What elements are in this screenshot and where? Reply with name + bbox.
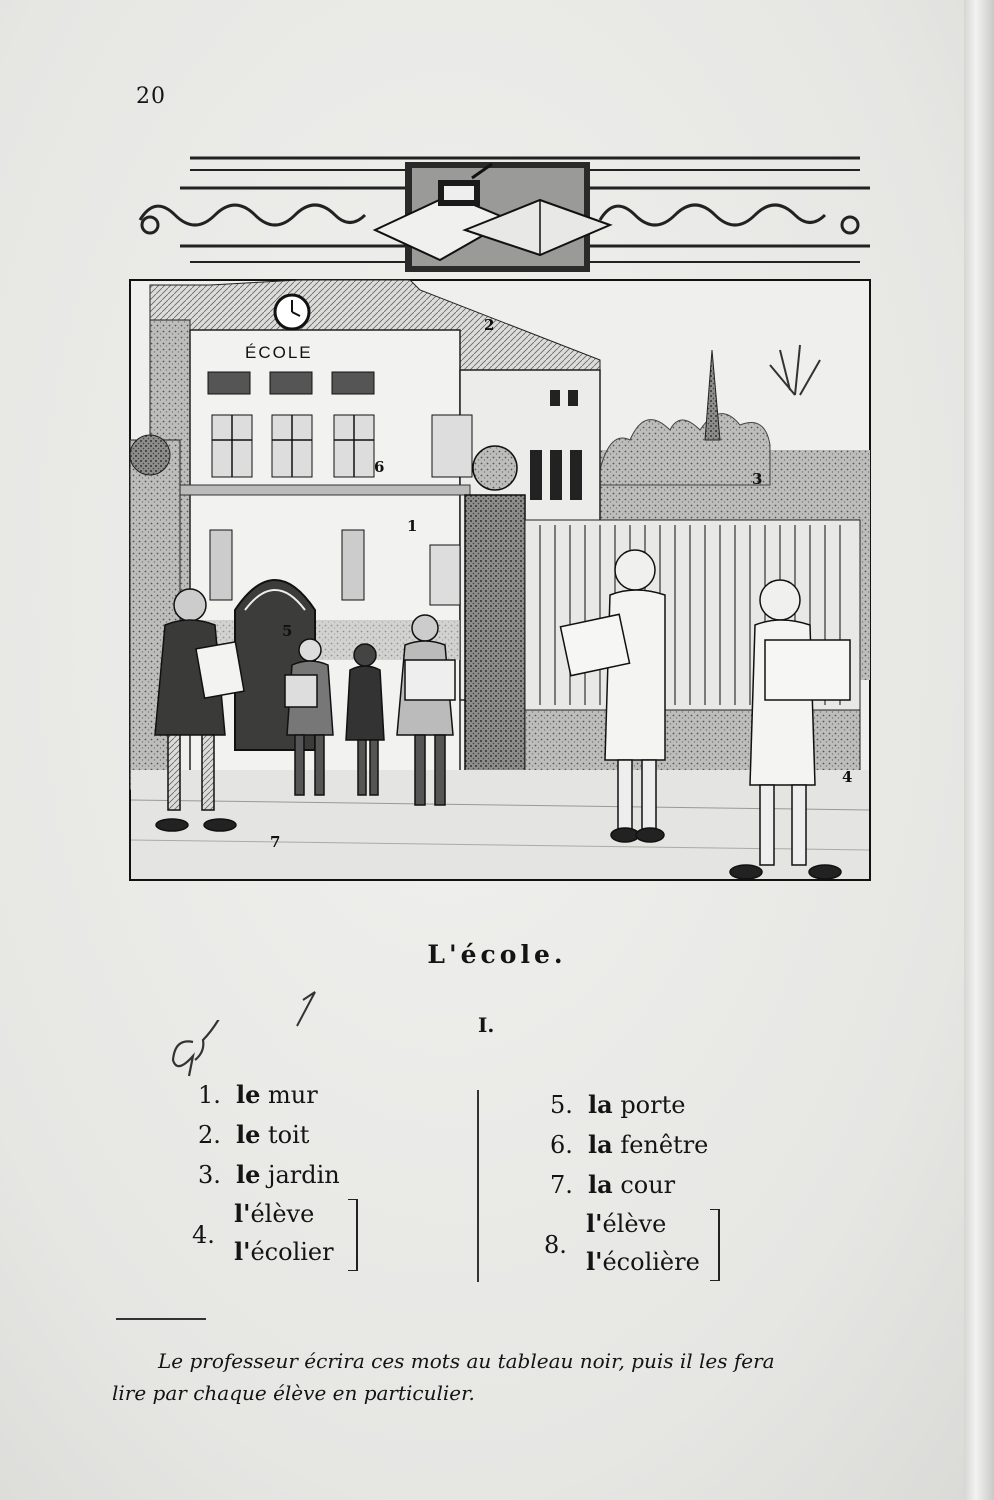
vocab-pair-item: 4. l'élève l'écolier bbox=[198, 1195, 340, 1275]
svg-text:7: 7 bbox=[270, 833, 281, 851]
vocab-item: 5. la porte bbox=[550, 1090, 686, 1119]
school-illustration bbox=[120, 150, 880, 890]
vocab-pair-item: 8. l'élève l'écolière bbox=[550, 1205, 708, 1285]
svg-text:5: 5 bbox=[282, 622, 293, 640]
vocabulary-left-column bbox=[192, 1075, 340, 1275]
vocab-item: 6. la fenêtre bbox=[550, 1130, 709, 1159]
vocab-item: 2. le toit bbox=[198, 1120, 310, 1149]
svg-text:3: 3 bbox=[752, 470, 763, 488]
vocab-item: 1. le mur bbox=[198, 1080, 318, 1109]
svg-text:4: 4 bbox=[842, 768, 853, 786]
handwritten-mark-1 bbox=[283, 990, 333, 1030]
brace-icon bbox=[710, 1209, 720, 1281]
vocab-item: 3. le jardin bbox=[198, 1160, 340, 1189]
clock-icon bbox=[275, 295, 309, 329]
handwritten-mark-a bbox=[165, 1020, 235, 1080]
brace-icon bbox=[348, 1199, 358, 1271]
lesson-title: L'école. bbox=[427, 940, 567, 969]
svg-text:1: 1 bbox=[283, 990, 284, 991]
section-number: I. bbox=[478, 1013, 495, 1037]
footnote-rule bbox=[116, 1318, 206, 1320]
teacher-instruction-note: Le professeur écrira ces mots au tableau noir, puis il les fera lire par chaque élève en particulier. bbox=[112, 1349, 775, 1405]
svg-text:2: 2 bbox=[484, 316, 495, 334]
page-number: 20 bbox=[136, 84, 166, 109]
column-divider bbox=[477, 1090, 479, 1282]
school-sign: ÉCOLE bbox=[245, 343, 313, 362]
courtyard-ground bbox=[131, 770, 869, 879]
svg-text:1: 1 bbox=[407, 517, 418, 535]
svg-text:a): a) bbox=[165, 1020, 166, 1021]
vocab-item: 7. la cour bbox=[550, 1170, 676, 1199]
vocabulary-right-column bbox=[544, 1085, 709, 1285]
svg-text:6: 6 bbox=[374, 458, 385, 476]
decorative-header bbox=[140, 158, 870, 272]
book-spine bbox=[964, 0, 994, 1500]
